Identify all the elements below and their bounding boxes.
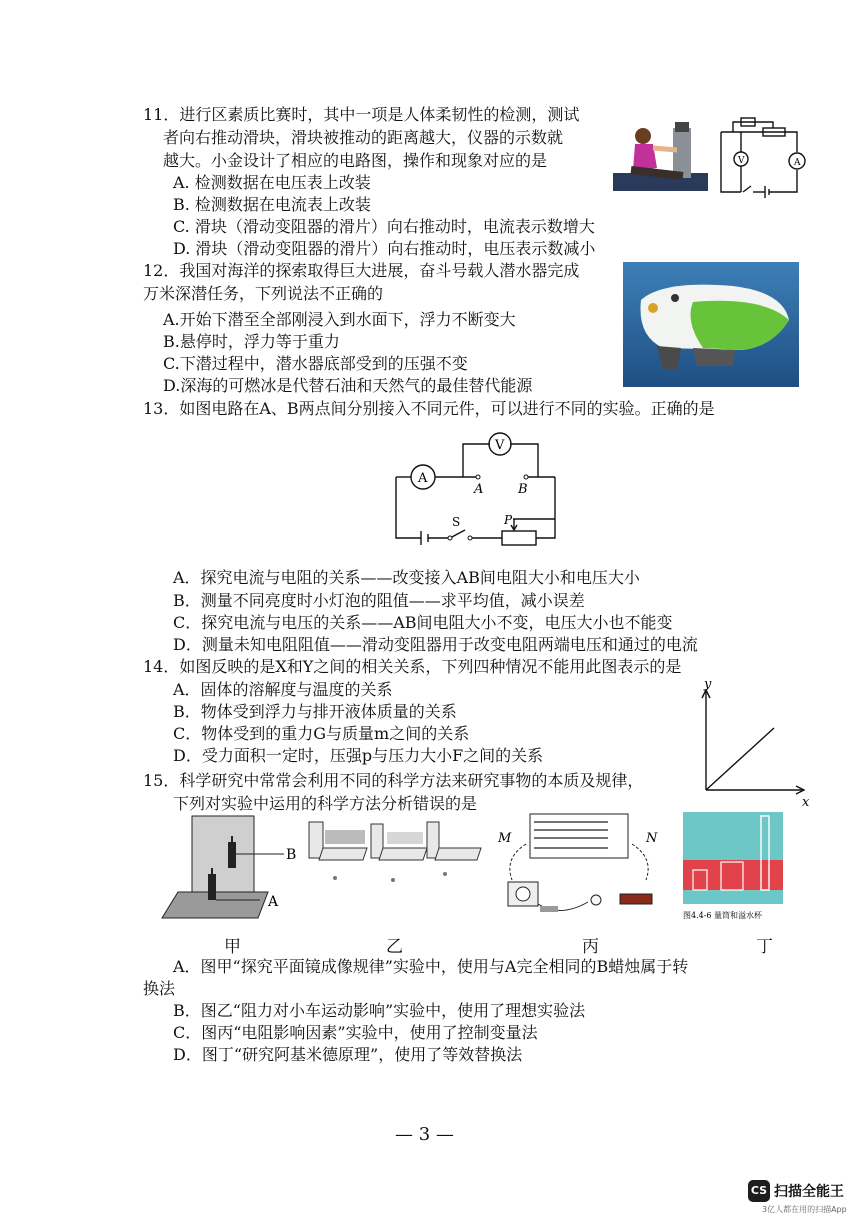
q15-caption-bing: 丙 bbox=[582, 937, 599, 957]
q13-fig-voltmeter-label: V bbox=[495, 438, 505, 453]
q15-caption-jia: 甲 bbox=[224, 937, 241, 957]
q14-option-a: A．固体的溶解度与温度的关系 bbox=[173, 680, 393, 699]
q13-fig-slider-label: P bbox=[504, 513, 513, 527]
q15-fig-ding-cylinder-overflow-cup bbox=[683, 812, 783, 922]
camscanner-logo-icon: CS bbox=[748, 1180, 770, 1202]
svg-text:V: V bbox=[738, 156, 745, 166]
q12-option-c: C.下潜过程中，潜水器底部受到的压强不变 bbox=[163, 354, 468, 373]
q15-option-a-line2: 换法 bbox=[143, 979, 176, 998]
q12-stem-line1: 12．我国对海洋的探索取得巨大进展，奋斗号载人潜水器完成 bbox=[143, 261, 580, 280]
q14-option-c: C．物体受到的重力G与质量m之间的关系 bbox=[173, 724, 470, 743]
q11-photo-flexibility-test bbox=[613, 118, 711, 196]
q15-fig-bing-label-n: N bbox=[646, 831, 658, 846]
q14-xy-graph bbox=[694, 678, 816, 810]
q15-fig-yi-ramps bbox=[305, 818, 483, 888]
q13-option-a: A．探究电流与电阻的关系——改变接入AB间电阻大小和电压大小 bbox=[173, 568, 640, 587]
q14-option-b: B．物体受到浮力与排开液体质量的关系 bbox=[173, 702, 457, 721]
camscanner-watermark bbox=[748, 1180, 847, 1214]
q12-option-b: B.悬停时，浮力等于重力 bbox=[163, 332, 340, 351]
q11-option-a: A. 检测数据在电压表上改装 bbox=[173, 173, 371, 192]
q13-fig-switch-label: S bbox=[452, 515, 461, 529]
q13-option-d: D．测量未知电阻阻值——滑动变阻器用于改变电阻两端电压和通过的电流 bbox=[173, 635, 698, 654]
q11-stem-line2: 者向右推动滑块，滑块被推动的距离越大，仪器的示数就 bbox=[163, 128, 564, 147]
q15-fig-ding-caption: 图4.4-6 量筒和溢水杯 bbox=[683, 911, 763, 920]
q11-option-c: C. 滑块（滑动变阻器的滑片）向右推动时，电流表示数增大 bbox=[173, 217, 595, 236]
q15-caption-ding: 丁 bbox=[756, 937, 773, 957]
q13-option-b: B．测量不同亮度时小灯泡的阻值——求平均值，减小误差 bbox=[173, 591, 585, 610]
q12-option-d: D.深海的可燃冰是代替石油和天然气的最佳替代能源 bbox=[163, 376, 533, 395]
q15-option-b: B．图乙“阻力对小车运动影响”实验中，使用了理想实验法 bbox=[173, 1001, 586, 1020]
q15-fig-jia-mirror-candles bbox=[160, 814, 300, 924]
q13-circuit-diagram bbox=[390, 430, 570, 552]
q11-option-d: D. 滑块（滑动变阻器的滑片）向右推动时，电压表示数减小 bbox=[173, 239, 596, 258]
q12-submersible-photo bbox=[623, 262, 799, 387]
q13-fig-ammeter-label: A bbox=[418, 471, 428, 486]
q11-circuit-diagram bbox=[713, 112, 813, 204]
q15-fig-jia-label-a: A bbox=[268, 894, 279, 910]
q11-stem-line3: 越大。小金设计了相应的电路图，操作和现象对应的是 bbox=[163, 151, 548, 170]
q13-fig-point-a: A bbox=[474, 482, 484, 497]
q14-y-axis-label: y bbox=[704, 678, 712, 692]
q13-option-c: C．探究电流与电压的关系——AB间电阻大小不变，电压大小也不能变 bbox=[173, 613, 673, 632]
q13-fig-point-b: B bbox=[518, 482, 528, 497]
q15-stem-line2: 下列对实验中运用的科学方法分析错误的是 bbox=[173, 794, 478, 813]
q12-stem-line2: 万米深潜任务，下列说法不正确的 bbox=[143, 284, 384, 303]
q11-stem-line1: 11．进行区素质比赛时，其中一项是人体柔韧性的检测，测试 bbox=[143, 105, 580, 124]
q15-fig-jia-label-b: B bbox=[286, 847, 297, 863]
q14-stem: 14．如图反映的是X和Y之间的相关关系，下列四种情况不能用此图表示的是 bbox=[143, 657, 682, 676]
svg-text:A: A bbox=[794, 158, 801, 168]
q14-option-d: D．受力面积一定时，压强p与压力大小F之间的关系 bbox=[173, 746, 544, 765]
q15-caption-yi: 乙 bbox=[386, 937, 403, 957]
q12-option-a: A.开始下潜至全部刚浸入到水面下，浮力不断变大 bbox=[163, 310, 516, 329]
q15-option-c: C．图丙“电阻影响因素”实验中，使用了控制变量法 bbox=[173, 1023, 538, 1042]
q15-fig-bing-label-m: M bbox=[498, 831, 512, 846]
q15-option-a-line1: A．图甲“探究平面镜成像规律”实验中，使用与A完全相同的B蜡烛属于转 bbox=[173, 957, 689, 976]
q11-option-b: B. 检测数据在电流表上改装 bbox=[173, 195, 371, 214]
q15-fig-bing-resistance-circuit bbox=[490, 808, 660, 926]
page-number: — 3 — bbox=[395, 1124, 454, 1145]
q14-x-axis-label: x bbox=[802, 795, 810, 810]
q15-stem-line1: 15．科学研究中常常会利用不同的科学方法来研究事物的本质及规律， bbox=[143, 771, 644, 790]
camscanner-name: 扫描全能王 bbox=[774, 1184, 844, 1200]
camscanner-tagline: 3亿人都在用的扫描App bbox=[762, 1205, 847, 1214]
q13-stem: 13．如图电路在A、B两点间分别接入不同元件，可以进行不同的实验。正确的是 bbox=[143, 399, 715, 418]
q15-option-d: D．图丁“研究阿基米德原理”，使用了等效替换法 bbox=[173, 1045, 523, 1064]
